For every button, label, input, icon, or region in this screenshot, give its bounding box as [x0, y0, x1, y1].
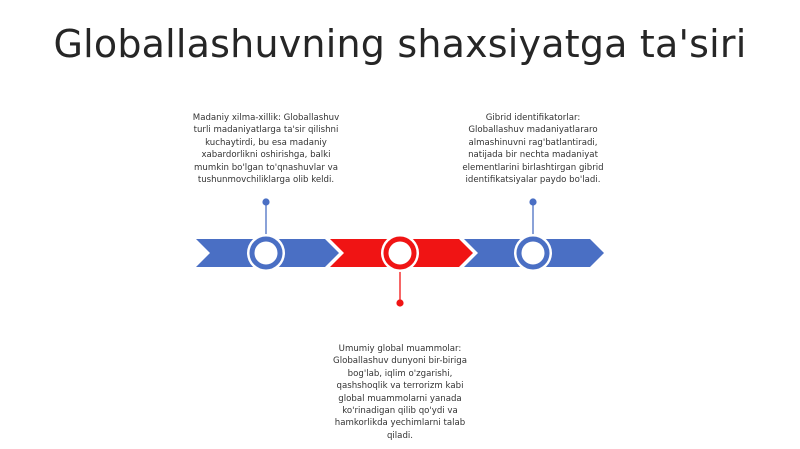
marker-ring-2	[386, 239, 414, 267]
step-2-description: Umumiy global muammolar: Globallashuv dunyoni bir-biriga bog'lab, iqlim o'zgarishi, qashshoqlik va terrorizm kabi global muammolarni yanada ko'rinadigan qilib qo'ydi va hamkorlikda yechimlarni talab qiladi.	[333, 344, 467, 441]
connector-dot-3	[529, 198, 536, 205]
marker-ring-1	[252, 239, 280, 267]
connector-dot-1	[262, 198, 269, 205]
step-3-description: Gibrid identifikatorlar: Globallashuv madaniyatlararo almashinuvni rag'batlantiradi, natijada bir nechta madaniyat elementlarini birlashtirgan gibrid identifikatsiyalar paydo bo'ladi.	[462, 113, 604, 186]
slide-title: Globallashuvning shaxsiyatga ta'siri	[53, 22, 747, 66]
step-1-description: Madaniy xilma-xillik: Globallashuv turli madaniyatlarga ta'sir qilishni kuchaytirdi, bu esa madaniy xabardorlikni oshirishga, balki mumkin bo'lgan to'qnashuvlar va tushunmovchiliklarga olib keldi.	[192, 113, 340, 186]
connector-dot-2	[396, 299, 403, 306]
marker-ring-3	[519, 239, 547, 267]
